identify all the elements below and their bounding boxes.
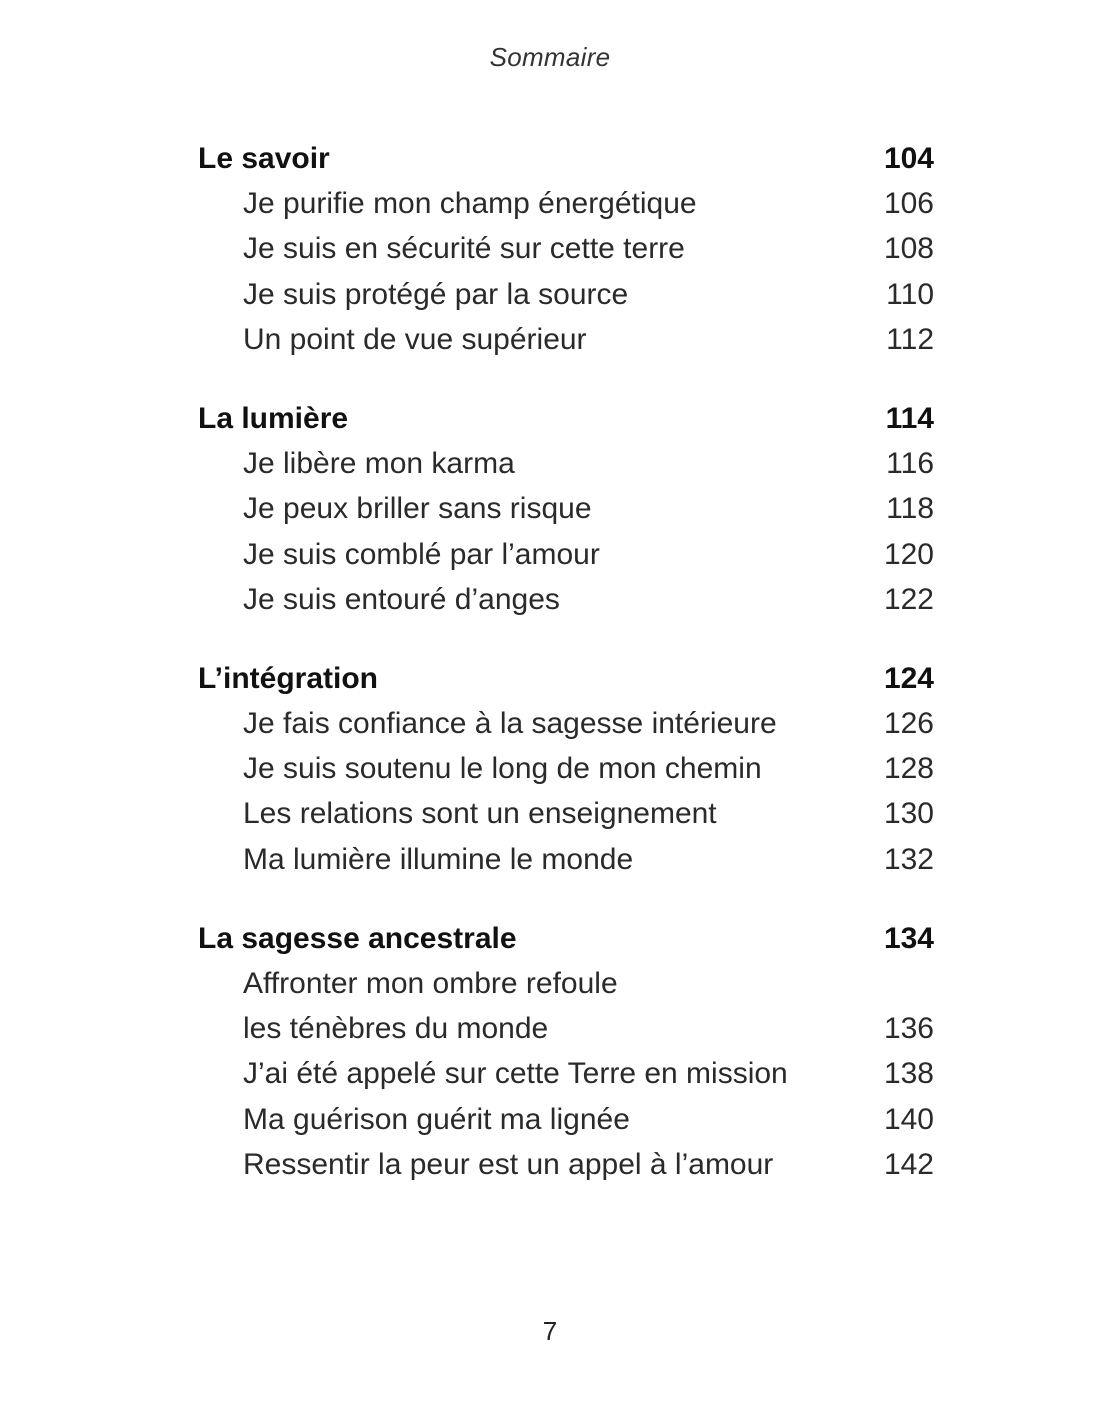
entry-title: Je suis comblé par l’amour (243, 537, 600, 571)
entry-title: Je purifie mon champ énergétique (243, 187, 697, 221)
section-page-number: 104 (883, 142, 934, 175)
running-head: Sommaire (489, 42, 611, 72)
toc-entry[interactable] (198, 226, 934, 271)
toc-entry[interactable] (198, 791, 934, 836)
entry-title: Un point de vue supérieur (243, 322, 587, 356)
section-heading[interactable] (198, 396, 934, 441)
page-number: 7 (542, 1316, 558, 1346)
entry-page-number: 126 (883, 707, 934, 741)
entry-page-number: 136 (883, 1012, 934, 1046)
toc-entry[interactable] (198, 577, 934, 622)
section-title: L’intégration (198, 661, 378, 695)
entry-page-number: 142 (883, 1147, 934, 1181)
entry-title: Affronter mon ombre refoule (243, 967, 618, 1000)
entry-page-number: 110 (886, 277, 934, 311)
section-title: La lumière (198, 401, 349, 435)
toc-entry[interactable] (198, 746, 934, 791)
section-heading[interactable] (198, 136, 934, 181)
section-page-number: 124 (883, 661, 934, 695)
entry-page-number: 128 (883, 752, 934, 786)
entry-title: Je fais confiance à la sagesse intérieure (243, 707, 777, 741)
toc-entry[interactable] (198, 272, 934, 317)
section-title: La sagesse ancestrale (198, 921, 517, 955)
toc-entry[interactable] (198, 317, 934, 362)
toc-section-la-sagesse-ancestrale (198, 916, 934, 1187)
section-page-number: 134 (883, 921, 934, 955)
toc-entry[interactable] (198, 486, 934, 531)
entry-page-number: 106 (883, 187, 934, 221)
entry-title: Je libère mon karma (243, 447, 515, 481)
entry-page-number: 130 (883, 797, 934, 831)
toc-section-l-integration (198, 656, 934, 882)
entry-title: Je suis soutenu le long de mon chemin (243, 752, 762, 786)
toc-entry[interactable] (198, 532, 934, 577)
section-page-number: 114 (885, 401, 934, 435)
entry-page-number: 122 (883, 582, 934, 616)
entry-page-number: 120 (883, 537, 934, 571)
entry-title: Je peux briller sans risque (243, 492, 592, 526)
entry-title: Ma guérison guérit ma lignée (243, 1102, 630, 1136)
section-heading[interactable] (198, 916, 934, 961)
toc-entry[interactable] (198, 837, 934, 882)
entry-title: Je suis protégé par la source (243, 277, 629, 311)
toc-entry[interactable] (198, 1142, 934, 1187)
toc-section-la-lumiere (198, 396, 934, 622)
entry-title: Ma lumière illumine le monde (243, 842, 634, 876)
toc-entry[interactable] (198, 1097, 934, 1142)
toc-section-le-savoir (198, 136, 934, 362)
toc-entry[interactable] (198, 961, 934, 1006)
table-of-contents (198, 136, 934, 1221)
entry-page-number: 108 (883, 232, 934, 266)
entry-page-number: 140 (883, 1102, 934, 1136)
entry-page-number: 132 (883, 842, 934, 876)
entry-page-number: 118 (886, 492, 934, 526)
toc-entry[interactable] (198, 1006, 934, 1051)
toc-entry[interactable] (198, 1051, 934, 1096)
toc-entry[interactable] (198, 701, 934, 746)
entry-page-number: 138 (883, 1057, 934, 1091)
entry-title: Ressentir la peur est un appel à l’amour (243, 1147, 774, 1181)
toc-entry[interactable] (198, 181, 934, 226)
entry-title: les ténèbres du monde (243, 1012, 549, 1046)
entry-page-number: 116 (886, 447, 934, 481)
section-title: Le savoir (198, 142, 330, 175)
entry-title: Je suis en sécurité sur cette terre (243, 232, 685, 266)
entry-title: Je suis entouré d’anges (243, 582, 560, 616)
entry-title: J’ai été appelé sur cette Terre en mission (243, 1057, 788, 1091)
section-heading[interactable] (198, 656, 934, 701)
entry-page-number: 112 (886, 322, 934, 356)
entry-title: Les relations sont un enseignement (243, 797, 717, 831)
toc-entry[interactable] (198, 441, 934, 486)
